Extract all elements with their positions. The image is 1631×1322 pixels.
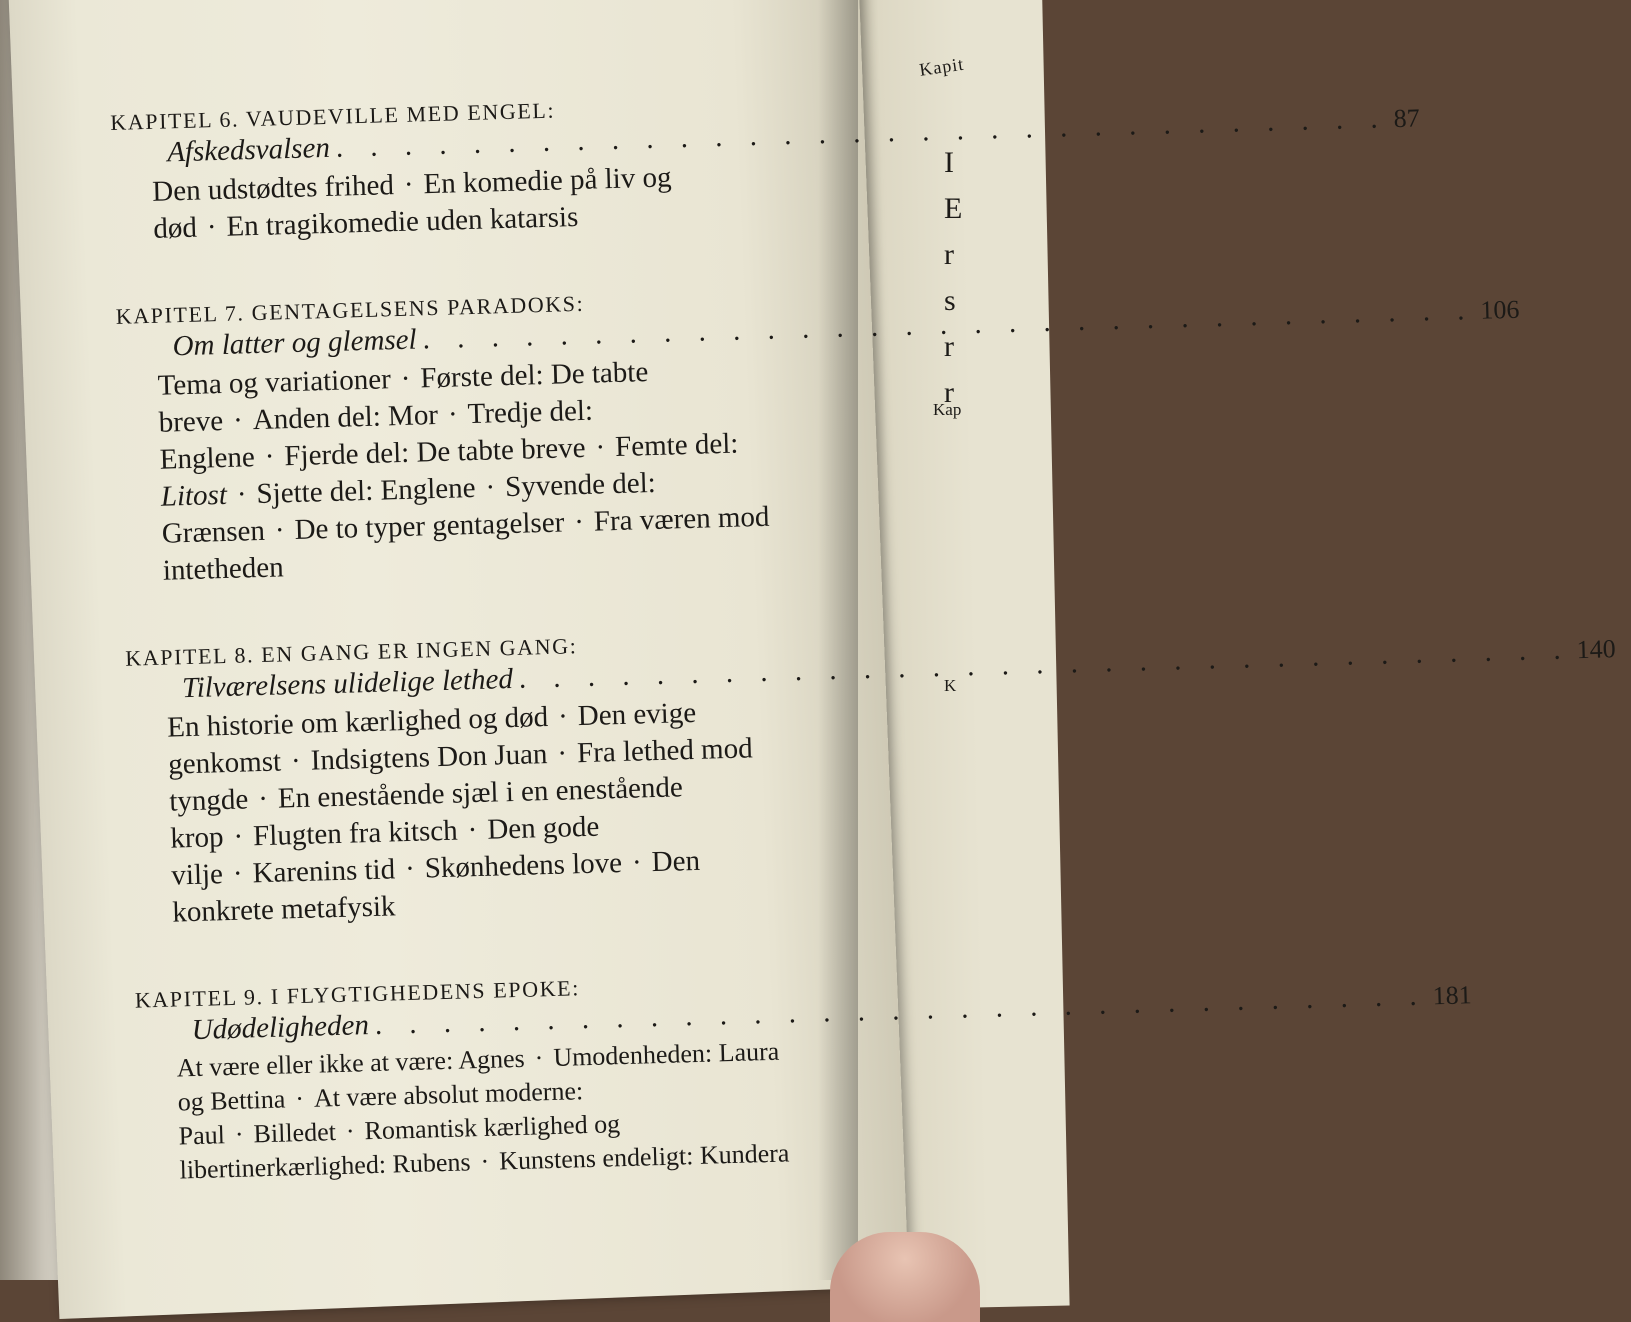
chapter-6 bbox=[110, 90, 1421, 248]
chapter-title: Udødeligheden bbox=[191, 1009, 370, 1047]
summary-item: Den konkrete metafysik bbox=[171, 844, 701, 929]
chapter-9 bbox=[134, 968, 1473, 1188]
chapter-summary: En historie om kærlighed og død · Den evige genkomst · Indsigtens Don Juan · Fra lethed mod tyngde · En enestående sjæl i en enestående krop · Flugten fra kitsch · Den gode vilje · Karenins tid · Skønhedens love · Den konkrete metafysik bbox=[166, 696, 754, 929]
page-number: 140 bbox=[1576, 634, 1617, 665]
summary-item: At være absolut moderne: Paul bbox=[178, 1076, 584, 1151]
facing-page-heading: Kapit bbox=[918, 53, 966, 80]
chapter-8 bbox=[124, 626, 1617, 932]
summary-item: Litost bbox=[160, 478, 228, 513]
facing-page-letter: E bbox=[944, 192, 963, 225]
summary-item: Romantisk kærlighed og libertinerkærlighed: Rubens bbox=[179, 1109, 621, 1185]
chapter-heading: KAPITEL 6. VAUDEVILLE MED ENGEL: bbox=[110, 97, 556, 135]
chapter-7 bbox=[115, 284, 1520, 590]
summary-item: Fra lethed mod tyngde bbox=[168, 732, 754, 818]
chapter-summary: Den udstødtes frihed · En komedie på liv og død · En tragikomedie uden katarsis bbox=[151, 161, 672, 245]
facing-page-heading: K bbox=[944, 676, 957, 695]
chapter-heading: KAPITEL 8. EN GANG ER INGEN GANG: bbox=[124, 633, 578, 671]
summary-item: Kunstens endeligt: Kundera bbox=[498, 1138, 790, 1176]
summary-item: Tredje del: Englene bbox=[159, 394, 594, 476]
chapter-heading: KAPITEL 9. I FLYGTIGHEDENS EPOKE: bbox=[134, 975, 581, 1013]
summary-item: Femte del: bbox=[614, 427, 739, 464]
thumb bbox=[830, 1232, 980, 1322]
page-number: 106 bbox=[1480, 294, 1520, 325]
summary-item: Fra væren mod intetheden bbox=[162, 500, 770, 587]
summary-item: Fjerde del: De tabte breve bbox=[283, 431, 586, 473]
table-of-contents bbox=[110, 90, 1617, 1243]
summary-item: Den evige genkomst bbox=[167, 696, 697, 781]
summary-item: Indsigtens Don Juan bbox=[310, 738, 548, 777]
summary-item: Umodenheden: Laura og Bettina bbox=[177, 1036, 780, 1117]
summary-item: En historie om kærlighed og død bbox=[166, 701, 549, 744]
summary-item: Den udstødtes frihed bbox=[151, 169, 395, 208]
summary-item: Karenins tid bbox=[252, 853, 396, 890]
summary-item: En enestående sjæl i en enestående krop bbox=[169, 771, 684, 855]
summary-item: Skønhedens love bbox=[424, 847, 623, 885]
facing-page-heading: Kap bbox=[933, 400, 962, 419]
summary-item: Første del: De tabte breve bbox=[158, 356, 649, 439]
summary-item: Anden del: Mor bbox=[252, 398, 439, 437]
page-number: 87 bbox=[1393, 103, 1421, 134]
page-number: 181 bbox=[1432, 980, 1473, 1011]
summary-item: At være eller ikke at være: Agnes bbox=[176, 1043, 526, 1083]
summary-item: Flugten fra kitsch bbox=[252, 814, 459, 853]
summary-item: Syvende del: Grænsen bbox=[161, 466, 657, 550]
chapter-title: Tilværelsens ulidelige lethed bbox=[181, 662, 514, 705]
chapter-heading: KAPITEL 7. GENTAGELSENS PARADOKS: bbox=[115, 290, 585, 329]
summary-item: Tema og variationer bbox=[157, 363, 392, 402]
facing-page-letter: r bbox=[944, 238, 954, 271]
chapter-title: Afskedsvalsen bbox=[166, 131, 331, 169]
facing-page-text bbox=[944, 140, 962, 416]
summary-item: Den gode vilje bbox=[170, 810, 600, 892]
summary-item: Billedet bbox=[253, 1117, 337, 1149]
chapter-summary: At være eller ikke at være: Agnes · Umodenheden: Laura og Bettina · At være absolut moderne: Paul · Billedet · Romantisk kærlighed og libertinerkærlighed: Rubens · Kunstens endeligt: Kundera bbox=[176, 1036, 790, 1185]
chapter-title: Om latter og glemsel bbox=[172, 323, 418, 363]
facing-page-letter: r bbox=[944, 376, 954, 409]
facing-page-letter: s bbox=[944, 284, 956, 317]
summary-item: En tragikomedie uden katarsis bbox=[226, 200, 579, 243]
chapter-summary: Tema og variationer · Første del: De tabte breve · Anden del: Mor · Tredje del: Englene · Fjerde del: De tabte breve · Femte del: Litost · Sjette del: Englene · Syvende del: Grænsen · De to typer gentagelser · Fra væren mod intetheden bbox=[157, 356, 770, 587]
summary-item: De to typer gentagelser bbox=[294, 506, 565, 547]
facing-page-letter: I bbox=[944, 146, 954, 179]
summary-item: En komedie på liv og død bbox=[152, 161, 672, 245]
summary-item: Sjette del: Englene bbox=[256, 471, 476, 511]
facing-page-letter: r bbox=[944, 330, 954, 363]
